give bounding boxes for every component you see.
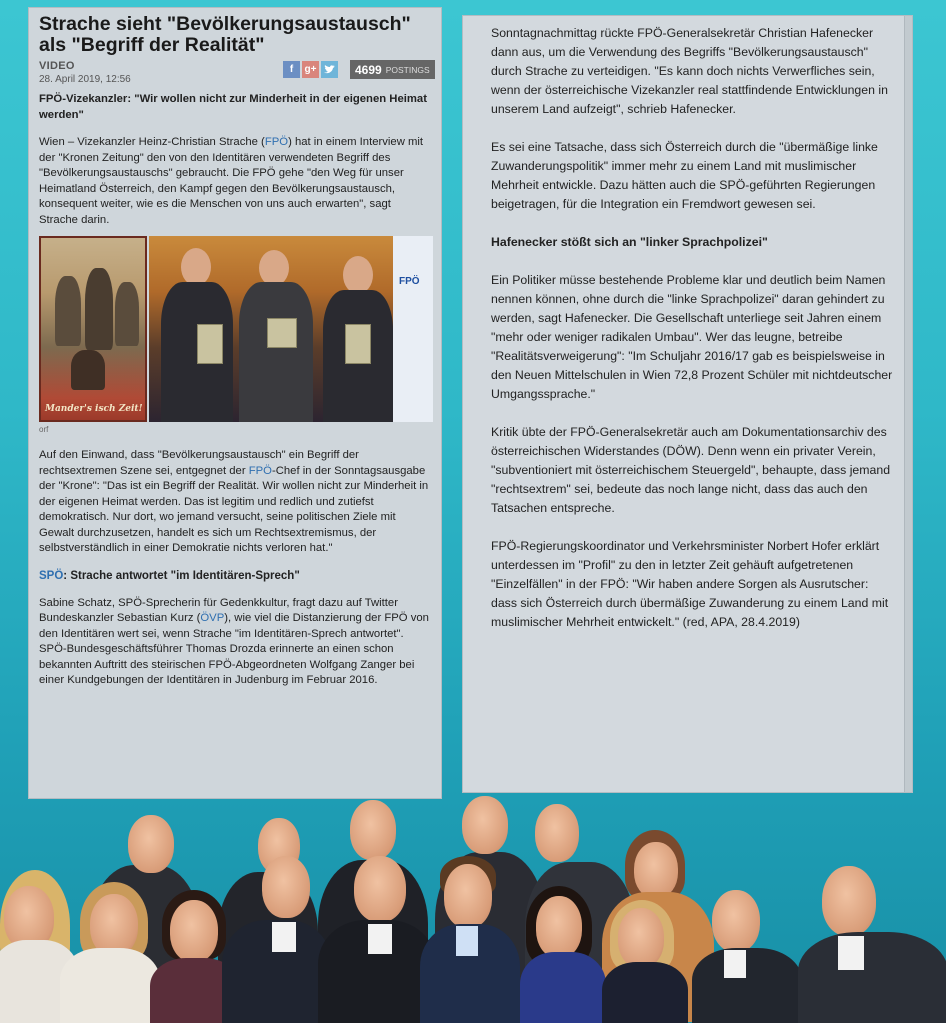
article-panel [28, 7, 442, 799]
scrollbar[interactable] [904, 16, 912, 792]
article-headline: Strache sieht "Bevölkerungsaustausch" als "Begriff der Realität" [39, 13, 411, 56]
article-photo [39, 236, 433, 422]
article-paragraph: Auf den Einwand, dass "Bevölkerungsaustausch" ein Begriff der rechtsextremen Szene sei, entgegnet der FPÖ-Chef in der Sonntagsausgabe der "Krone": "Das ist ein Begriff der Realität. Wir wollen nicht zur Minderheit in der eigenen Heimat werden. Das ist legitim und redlich und zutiefst demokratisch. Nur dort, wo jemand versucht, seine politischen Ziele mit Gewalt durchzusetzen, handelt es sich um Rechtsextremismus, der selbstverständlich in einer Demokratie nichts verloren hat." [39, 449, 429, 554]
party-link-oevp[interactable]: ÖVP [200, 612, 225, 624]
article-paragraph: Ein Politiker müsse bestehende Probleme klar und deutlich beim Namen nennen können, ohne durch die "linke Sprachpolizei" daran gehindert zu werden, sagt Hafenecker. Die Gesellschaft unterliege seit Jahren einem "mehr oder weniger radikalen Umbau". Wer das leugne, betreibe "Realitätsverweigerung": "Im Schuljahr 2016/17 gab es beispielsweise in den Neuen Mittelschulen in Wien 72,8 Prozent Schüler mit nichtdeutscher Umgangssprache." [491, 273, 893, 401]
article-category[interactable]: VIDEO [39, 60, 75, 72]
article-date: 28. April 2019, 12:56 [39, 74, 131, 85]
postings-count: 4699 [355, 62, 382, 77]
article-subheading: SPÖ: Strache antwortet "im Identitären-Sprech" [39, 569, 300, 582]
article-paragraph: Es sei eine Tatsache, dass sich Österreich durch die "übermäßige linke Zuwanderungspolitik" immer mehr zu einem Land mit muslimischer Mehrheit entwickle. Dazu hätten auch die SPÖ-geführten Regierungen beigetragen, für die Integration ein Fremdwort gewesen sei. [491, 140, 878, 211]
government-group-photo [0, 790, 946, 1023]
historic-poster-image [39, 236, 147, 422]
article-continuation-panel [462, 15, 913, 793]
article-paragraph: Wien – Vizekanzler Heinz-Christian Strache (FPÖ) hat in einem Interview mit der "Kronen Zeitung" den von den Identitären verwendeten Begriff des "Bevölkerungsaustauschs" gebraucht. Die FPÖ gehe "den Weg für unser Heimatland Österreich, den Kampf gegen den Bevölkerungsaustausch, konsequent weiter, wie es die Menschen von uns auch erwarten", sagt Strache darin. [39, 136, 424, 226]
article-paragraph: Sabine Schatz, SPÖ-Sprecherin für Gedenkkultur, fragt dazu auf Twitter Bundeskanzler Sebastian Kurz (ÖVP), wie viel die Distanzierung der FPÖ von den Identitären wert sei, wenn Strache "im Identitären-Sprech antwortet". SPÖ-Bundesgeschäftsführer Thomas Drozda erinnerte an einen schon bekannten Auftritt des steirischen FPÖ-Abgeordneten Wolfgang Zanger bei einer Kundgebungen der Identitären in Judenburg im Februar 2016. [39, 596, 429, 686]
photo-caption: orf [39, 425, 49, 434]
googleplus-share-icon[interactable]: g+ [302, 61, 319, 78]
article-lead: FPÖ-Vizekanzler: "Wir wollen nicht zur Minderheit in der eigenen Heimat werden" [39, 93, 427, 121]
party-link-fpoe[interactable]: FPÖ [264, 136, 289, 148]
party-link-spoe[interactable]: SPÖ [39, 569, 64, 582]
facebook-share-icon[interactable]: f [283, 61, 300, 78]
article-meta [39, 60, 431, 92]
postings-label: POSTINGS [385, 64, 430, 75]
book-presentation-image: FPÖ [149, 236, 433, 422]
article-paragraph: Kritik übte der FPÖ-Generalsekretär auch am Dokumentationsarchiv des österreichischen Widerstandes (DÖW). Denn wenn ein privater Verein, "subventioniert mit österreichischem Steuergeld", behaupte, dass jemand "rechtsextrem" sei, bedeute das noch lange nicht, dass das auch den Tatsachen entspreche. [491, 425, 891, 515]
twitter-share-icon[interactable] [321, 61, 338, 78]
article-paragraph: Sonntagnachmittag rückte FPÖ-Generalsekretär Christian Hafenecker dann aus, um die Verwendung des Begriffs "Bevölkerungsaustausch" durch Strache zu verteidigen. "Es kann doch nichts Verwerfliches sein, wenn der österreichische Vizekanzler real stattfindende Entwicklungen in unserem Land aufzeigt", schrieb Hafenecker. [491, 26, 888, 116]
postings-button[interactable] [350, 60, 435, 79]
poster-slogan: Mander's isch Zeit! [45, 404, 143, 414]
party-link-fpoe[interactable]: FPÖ [248, 464, 272, 477]
article-subheading: Hafenecker stößt sich an "linker Sprachpolizei" [491, 235, 768, 249]
share-buttons [283, 61, 338, 78]
article-paragraph: FPÖ-Regierungskoordinator und Verkehrsminister Norbert Hofer erklärt unterdessen im "Profil" zu den in letzter Zeit gehäuft aufgetretenen "Einzelfällen" in der FPÖ: "Wir haben andere Sorgen als Ausrutscher: dass sich Österreich durch übermäßige Zuwanderung zu einem Land mit muslimischer Mehrheit entwickelt." (red, APA, 28.4.2019) [491, 539, 889, 629]
twitter-bird-icon [324, 65, 335, 74]
